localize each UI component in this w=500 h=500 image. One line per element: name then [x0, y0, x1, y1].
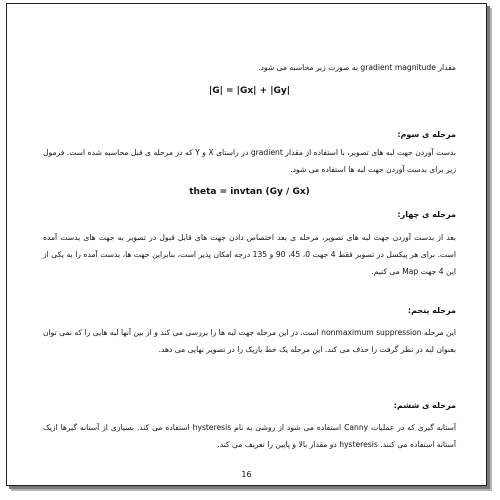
- document-page: [6, 3, 487, 486]
- step3-paragraph: بدست آوردن جهت لبه های تصویر، با استفاده از مقدار gradient در راستای X و Y که در مرحله ی قبل محاسبه شده است. فرمول زیر برای بدست آوردن جهت لبه ها استفاده می شود.: [43, 148, 456, 174]
- magnitude-formula: |G| = |Gx| + |Gy|: [208, 86, 291, 96]
- step4-paragraph: بعد از بدست آوردن جهت لبه های تصویر، مرحله ی بعد اختصاص دادن جهت های قابل قبول در تصویر به جهت های بدست آمده است. برای هر پیکسل در تصویر فقط 4 جهت 0، 45، 90 و 135 درجه امکان پذیر است، بنابراین جهت ها، بدست آمده را به یکی از این 4 جهت Map می کنیم.: [43, 233, 456, 276]
- step6-heading: مرحله ی ششم:: [393, 401, 456, 410]
- step6-paragraph: آستانه گیری که در عملیات Canny استفاده می شود از روشی به نام hysteresis استفاده می کند. بسیاری از آستانه گیرها ازیک آستانه استفاده می کنند. hysteresis دو مقدار بالا و پایین را تعریف می کند.: [43, 423, 457, 449]
- page-content: [43, 4, 456, 485]
- intro-paragraph: مقدار gradient magnitude به صورت زیر محاسبه می شود.: [258, 63, 456, 72]
- theta-formula: theta = invtan (Gy / Gx): [189, 187, 310, 197]
- step3-heading: مرحله ی سوم:: [397, 130, 456, 139]
- page-number: 16: [241, 470, 252, 479]
- step5-heading: مرحله پنجم:: [407, 306, 456, 315]
- step5-paragraph: این مرحله nonmaximum suppression است. در این مرحله جهت لبه ها را بررسی می کند و از بین آنها لبه هایی را که نمی توان بعنوان لبه در نظر گرفت را حذف می کند. این مرحله یک خط باریک را در تصویر نهایی می دهد.: [43, 328, 456, 354]
- step4-heading: مرحله ی چهار:: [397, 210, 456, 219]
